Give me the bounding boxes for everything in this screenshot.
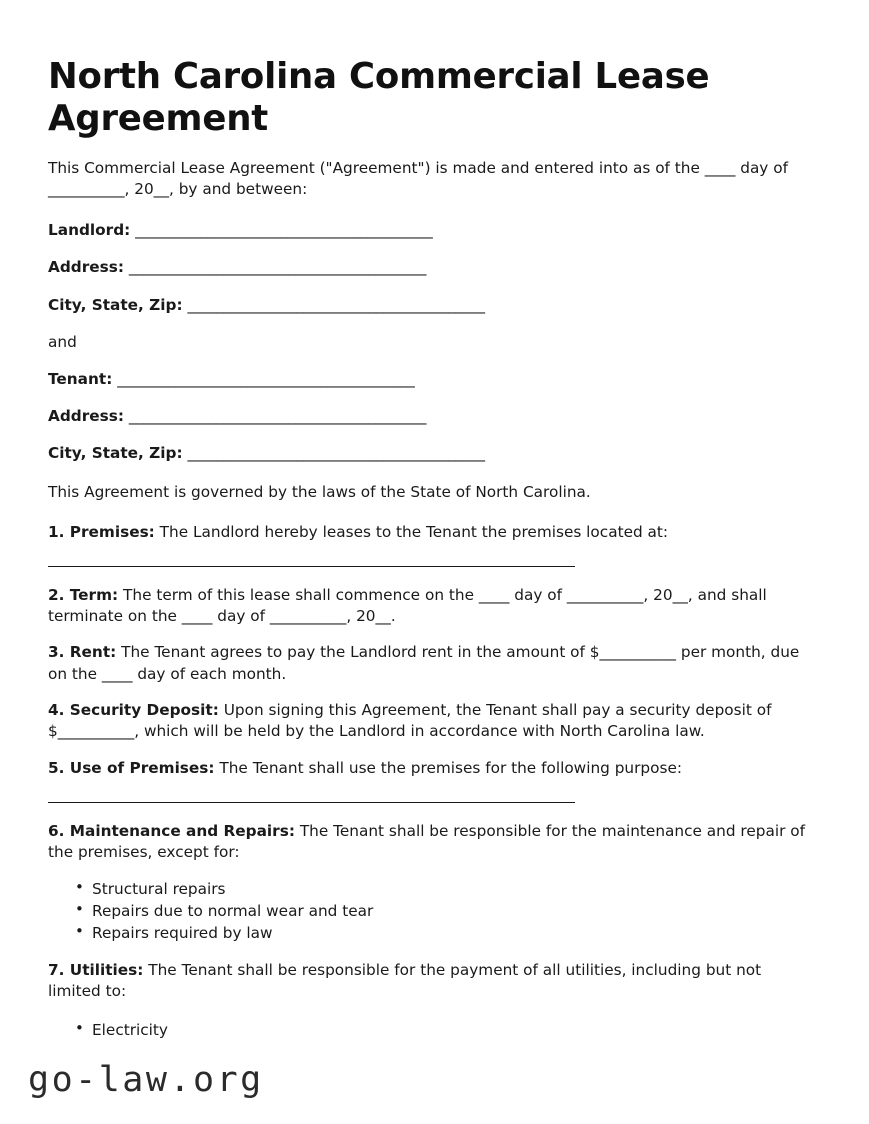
clause-security-deposit	[48, 700, 812, 742]
field-blank-line[interactable]: _________________________________________	[128, 258, 427, 277]
field-landlord-name	[48, 220, 812, 241]
field-tenant-address	[48, 406, 812, 427]
intro-paragraph: This Commercial Lease Agreement ("Agreement") is made and entered into as of the ____ day of __________, 20__, by and between:	[48, 159, 788, 199]
clause-maintenance	[48, 821, 812, 863]
clause-premises	[48, 522, 812, 543]
field-label: Landlord:	[48, 221, 131, 240]
field-landlord-city-state-zip	[48, 295, 812, 316]
field-blank-line[interactable]: _________________________________________	[187, 443, 485, 462]
site-watermark: go-law.org	[28, 1060, 264, 1100]
clause-number-use-of-premises: 5. Use of Premises:	[48, 758, 215, 777]
clause-text-utilities: The Tenant shall be responsible for the payment of all utilities, including but not limited to:	[48, 961, 762, 1001]
clause-utilities	[48, 960, 812, 1002]
governing-law-paragraph: This Agreement is governed by the laws of the State of North Carolina.	[48, 483, 591, 502]
page-title: North Carolina Commercial Lease Agreement	[48, 56, 710, 139]
field-label: City, State, Zip:	[48, 443, 183, 462]
utilities-list	[48, 1019, 812, 1041]
field-blank-line[interactable]: _________________________________________	[135, 221, 433, 240]
field-tenant-city-state-zip	[48, 443, 812, 464]
field-blank-line[interactable]: _________________________________________	[117, 369, 415, 388]
clause-number-rent: 3. Rent:	[48, 643, 117, 662]
clause-text-rent: The Tenant agrees to pay the Landlord rent in the amount of $__________ per month, due on the ____ day of each month.	[48, 643, 800, 683]
clause-use-of-premises	[48, 758, 812, 779]
field-landlord-address	[48, 257, 812, 278]
clause-number-security-deposit: 4. Security Deposit:	[48, 700, 219, 719]
clause-number-utilities: 7. Utilities:	[48, 961, 144, 980]
list-item: • Repairs due to normal wear and tear	[75, 900, 812, 922]
field-blank-line[interactable]: _________________________________________	[128, 406, 427, 425]
field-label: Address:	[48, 406, 124, 425]
list-item: • Repairs required by law	[75, 922, 812, 944]
clause-text-premises: The Landlord hereby leases to the Tenant the premises located at:	[154, 523, 669, 542]
field-label: Tenant:	[48, 369, 113, 388]
field-blank-line[interactable]: _________________________________________	[187, 295, 485, 314]
clause-number-term: 2. Term:	[48, 586, 119, 605]
clause-number-maintenance: 6. Maintenance and Repairs:	[48, 822, 295, 841]
parties-conjunction: and	[48, 332, 77, 351]
clause-rent	[48, 642, 812, 684]
clause-text-security-deposit: Upon signing this Agreement, the Tenant shall pay a security deposit of $__________, which will be held by the Landlord in accordance with North Carolina law.	[48, 700, 772, 740]
list-item: • Structural repairs	[75, 878, 812, 900]
field-label: Address:	[48, 258, 124, 277]
clause-term	[48, 585, 812, 627]
document-body	[48, 0, 812, 1041]
clause-text-term: The term of this lease shall commence on the ____ day of __________, 20__, and shall terminate on the ____ day of __________, 20__.	[48, 586, 767, 626]
maintenance-exceptions-list	[48, 878, 812, 944]
clause-text-use-of-premises: The Tenant shall use the premises for the following purpose:	[214, 758, 683, 777]
field-tenant-name	[48, 369, 812, 390]
field-label: City, State, Zip:	[48, 295, 183, 314]
clause-text-maintenance: The Tenant shall be responsible for the maintenance and repair of the premises, except for:	[48, 822, 806, 862]
list-item: • Electricity	[75, 1019, 812, 1041]
clause-number-premises: 1. Premises:	[48, 523, 155, 542]
